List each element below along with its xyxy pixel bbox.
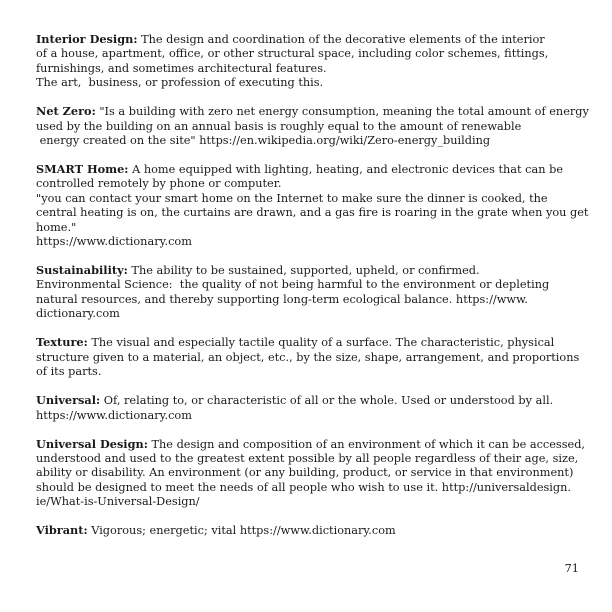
definition-text: A home equipped with lighting, heating, and electronic devices that can be bbox=[128, 163, 564, 177]
glossary-entry bbox=[36, 32, 580, 91]
glossary-entry bbox=[36, 523, 580, 538]
definition-line bbox=[36, 393, 580, 408]
glossary-term: Texture: bbox=[36, 335, 88, 350]
glossary-term: Vibrant: bbox=[36, 523, 88, 538]
definition-line: ie/What-is-Universal-Design/ bbox=[36, 495, 200, 509]
definition-line: ability or disability. An environment (or any building, product, or service in that environment) bbox=[36, 466, 574, 480]
glossary-term: Interior Design: bbox=[36, 32, 138, 46]
definition-line bbox=[36, 335, 580, 350]
glossary-entry bbox=[36, 263, 580, 322]
definition-text: Vigorous; energetic; vital https://www.dictionary.com bbox=[87, 524, 396, 538]
definition-line: should be designed to meet the needs of all people who wish to use it. http://universaldesign. bbox=[36, 480, 572, 494]
definition-text: The design and composition of an environment of which it can be accessed, bbox=[147, 437, 586, 451]
glossary-entry bbox=[36, 162, 589, 249]
definition-line: "you can contact your smart home on the Internet to make sure the dinner is cooked, the bbox=[36, 191, 548, 205]
definition-line bbox=[36, 436, 586, 452]
definition-line: structure given to a material, an object, etc., by the size, shape, arrangement, and proportions bbox=[36, 350, 580, 364]
glossary-entry bbox=[36, 104, 589, 148]
definition-line: https://www.dictionary.com bbox=[36, 235, 192, 249]
definition-line: central heating is on, the curtains are drawn, and a gas fire is roaring in the grate when you get bbox=[36, 206, 589, 220]
glossary-entry bbox=[36, 436, 586, 510]
definition-line: understood and used to the greatest extent possible by all people regardless of their age, size, bbox=[36, 451, 579, 465]
definition-line: home." bbox=[36, 220, 77, 234]
definition-line: used by the building on an annual basis is roughly equal to the amount of renewable bbox=[36, 119, 522, 133]
definition-text: The ability to be sustained, supported, upheld, or confirmed. bbox=[127, 264, 480, 278]
definition-line: The art, business, or profession of executing this. bbox=[36, 76, 324, 90]
definition-text: "Is a building with zero net energy consumption, meaning the total amount of energy bbox=[95, 105, 589, 119]
glossary-entry bbox=[36, 393, 580, 423]
definition-line bbox=[36, 104, 589, 119]
definition-line: https://www.dictionary.com bbox=[36, 408, 192, 422]
definition-line: energy created on the site" https://en.wikipedia.org/wiki/Zero-energy_building bbox=[36, 134, 491, 148]
page-number: 71 bbox=[564, 562, 579, 575]
glossary-page bbox=[36, 32, 589, 552]
definition-line bbox=[36, 263, 580, 278]
definition-text: Of, relating to, or characteristic of all or the whole. Used or understood by all. bbox=[100, 394, 554, 408]
definition-line: of its parts. bbox=[36, 365, 102, 379]
definition-line bbox=[36, 523, 580, 538]
definition-line: of a house, apartment, office, or other structural space, including color schemes, fittings, bbox=[36, 47, 549, 61]
glossary-term: Universal Design: bbox=[36, 436, 148, 451]
definition-line: furnishings, and sometimes architectural features. bbox=[36, 61, 327, 75]
glossary-term: Sustainability: bbox=[36, 263, 128, 278]
glossary-term: SMART Home: bbox=[36, 162, 129, 177]
definition-line: controlled remotely by phone or computer. bbox=[36, 177, 282, 191]
definition-text: The design and coordination of the decorative elements of the interior bbox=[137, 33, 545, 46]
definition-line bbox=[36, 162, 580, 177]
definition-line: natural resources, and thereby supporting long-term ecological balance. https://www. bbox=[36, 292, 528, 306]
glossary-entry bbox=[36, 335, 580, 379]
definition-line: Environmental Science: the quality of not being harmful to the environment or depleting bbox=[36, 278, 550, 292]
glossary-term: Universal: bbox=[36, 393, 101, 408]
glossary-term: Net Zero: bbox=[36, 104, 96, 119]
definition-line: dictionary.com bbox=[36, 307, 120, 321]
definition-line bbox=[36, 32, 580, 47]
definition-text: The visual and especially tactile quality of a surface. The characteristic, physical bbox=[87, 336, 555, 350]
